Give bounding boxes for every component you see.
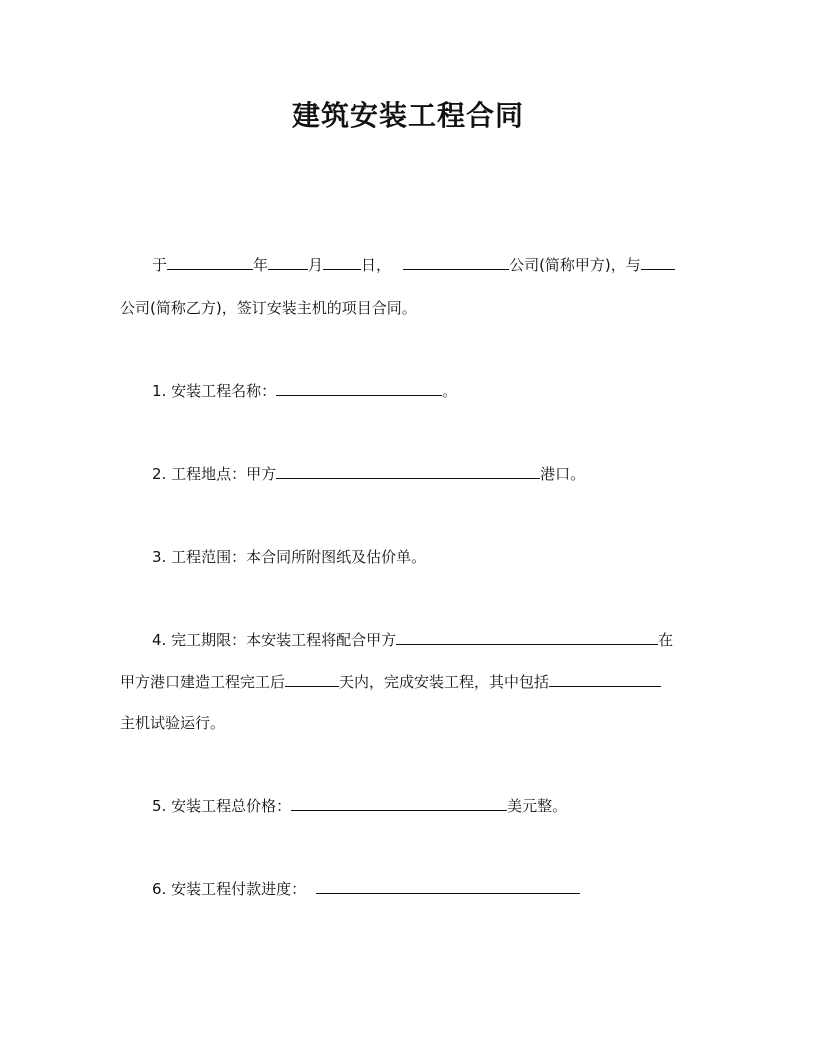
clause-4-line-1 xyxy=(152,628,673,652)
clause-1-end: 。 xyxy=(442,382,458,400)
intro-yu: 于 xyxy=(152,256,168,274)
blank-schedule[interactable] xyxy=(396,629,658,645)
blank-includes[interactable] xyxy=(549,671,661,687)
clause-4-line-2-start: 甲方港口建造工程完工后 xyxy=(120,673,286,691)
blank-party-b[interactable] xyxy=(641,254,675,270)
clause-4-line-3 xyxy=(120,711,225,735)
clause-6-text: 6. 安装工程付款进度： xyxy=(152,880,307,898)
clause-2-end: 港口。 xyxy=(540,465,586,483)
blank-project-name[interactable] xyxy=(276,380,442,396)
intro-line-2 xyxy=(120,296,417,320)
intro-day: 日， xyxy=(361,256,392,274)
blank-payment-schedule[interactable] xyxy=(316,878,580,894)
clause-4-line-2-mid: 天内，完成安装工程，其中包括 xyxy=(339,673,550,691)
intro-party-b-suffix: 公司(简称乙方)，签订安装主机的项目合同。 xyxy=(120,299,417,317)
intro-month: 月 xyxy=(308,256,324,274)
clause-4-text: 4. 完工期限：本安装工程将配合甲方 xyxy=(152,631,397,649)
intro-line-1 xyxy=(152,253,675,277)
blank-year[interactable] xyxy=(167,254,253,270)
clause-3 xyxy=(152,545,426,569)
clause-5-end: 美元整。 xyxy=(507,797,568,815)
blank-days[interactable] xyxy=(285,671,339,687)
clause-5-text: 5. 安装工程总价格： xyxy=(152,797,292,815)
clause-5 xyxy=(152,794,567,818)
clause-1-text: 1. 安装工程名称： xyxy=(152,382,277,400)
clause-1 xyxy=(152,379,457,403)
blank-month[interactable] xyxy=(268,254,308,270)
document-title: 建筑安装工程合同 xyxy=(291,99,524,132)
blank-party-a[interactable] xyxy=(403,254,509,270)
clause-2-text: 2. 工程地点：甲方 xyxy=(152,465,277,483)
blank-location[interactable] xyxy=(276,463,540,479)
clause-4-line-3-text: 主机试验运行。 xyxy=(120,714,226,732)
clause-4-line-2 xyxy=(120,670,661,694)
blank-total-price[interactable] xyxy=(291,795,507,811)
intro-year: 年 xyxy=(253,256,269,274)
clause-4-zai: 在 xyxy=(658,631,674,649)
clause-3-text: 3. 工程范围：本合同所附图纸及估价单。 xyxy=(152,548,427,566)
clause-6 xyxy=(152,877,580,901)
intro-party-a-suffix: 公司(简称甲方)，与 xyxy=(509,256,641,274)
clause-2 xyxy=(152,462,585,486)
blank-day[interactable] xyxy=(323,254,361,270)
